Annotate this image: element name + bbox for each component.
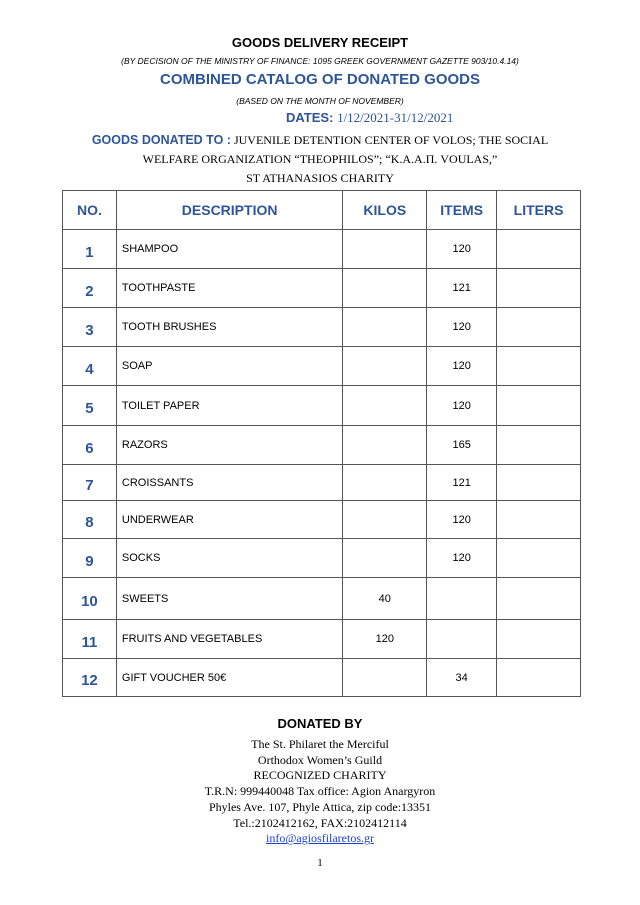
row-number: 7: [63, 465, 117, 501]
table-row: [63, 269, 581, 308]
table-row: [63, 230, 581, 269]
row-description: GIFT VOUCHER 50€: [116, 659, 342, 697]
row-items: 120: [427, 386, 497, 426]
donated-by-label: DONATED BY: [277, 716, 363, 731]
row-kilos: [343, 347, 427, 386]
donated-to-line1: JUVENILE DETENTION CENTER OF VOLOS; THE SOCIAL: [233, 133, 549, 147]
table-row: [63, 578, 581, 620]
receipt-title: GOODS DELIVERY RECEIPT: [231, 35, 409, 50]
donated-to-label: GOODS DONATED TO :: [91, 133, 231, 147]
table-row: [63, 501, 581, 539]
row-items: 165: [427, 426, 497, 465]
row-kilos: [343, 308, 427, 347]
row-number: 2: [63, 269, 117, 308]
table-row: [63, 347, 581, 386]
dates-value: 1/12/2021-31/12/2021: [337, 110, 454, 125]
row-liters: [497, 426, 581, 465]
row-number: 1: [63, 230, 117, 269]
row-description: FRUITS AND VEGETABLES: [116, 620, 342, 659]
column-header-description: DESCRIPTION: [116, 191, 342, 230]
row-items: 120: [427, 539, 497, 578]
column-header-liters: LITERS: [497, 191, 581, 230]
table-header-row: [63, 191, 581, 230]
row-liters: [497, 659, 581, 697]
row-number: 3: [63, 308, 117, 347]
row-liters: [497, 501, 581, 539]
row-description: RAZORS: [116, 426, 342, 465]
row-number: 8: [63, 501, 117, 539]
row-liters: [497, 347, 581, 386]
page-number: 1: [317, 857, 323, 869]
table-row: [63, 426, 581, 465]
dates-label: DATES:: [286, 110, 334, 125]
row-items: [427, 620, 497, 659]
row-liters: [497, 578, 581, 620]
column-header-no: NO.: [63, 191, 117, 230]
row-liters: [497, 465, 581, 501]
row-kilos: [343, 501, 427, 539]
column-header-items: ITEMS: [427, 191, 497, 230]
donor-phone-line: Tel.:2102412162, FAX:2102412114: [233, 815, 407, 830]
goods-table: [62, 190, 581, 697]
row-liters: [497, 539, 581, 578]
row-kilos: 40: [343, 578, 427, 620]
row-description: SOAP: [116, 347, 342, 386]
dates-line: [286, 110, 453, 126]
row-items: [427, 578, 497, 620]
row-description: SWEETS: [116, 578, 342, 620]
decision-note: (BY DECISION OF THE MINISTRY OF FINANCE: 1095 GREEK GOVERNMENT GAZETTE 903/10.4.14): [121, 56, 519, 66]
table-row: [63, 620, 581, 659]
row-items: 120: [427, 308, 497, 347]
donor-line: Orthodox Women’s Guild: [257, 752, 383, 767]
table-row: [63, 539, 581, 578]
row-items: 120: [427, 347, 497, 386]
row-number: 10: [63, 578, 117, 620]
row-items: 121: [427, 269, 497, 308]
email-link[interactable]: info@agiosfilaretos.gr: [265, 831, 375, 846]
donated-to-block: [60, 131, 580, 188]
row-liters: [497, 308, 581, 347]
row-liters: [497, 269, 581, 308]
row-kilos: 120: [343, 620, 427, 659]
row-items: 120: [427, 230, 497, 269]
row-kilos: [343, 539, 427, 578]
table-row: [63, 465, 581, 501]
row-number: 5: [63, 386, 117, 426]
row-kilos: [343, 426, 427, 465]
row-number: 11: [63, 620, 117, 659]
row-description: TOILET PAPER: [116, 386, 342, 426]
donor-tax-line: T.R.N: 999440048 Tax office: Agion Anargyron: [204, 784, 436, 799]
donated-to-line3: ST ATHANASIOS CHARITY: [246, 171, 394, 185]
row-description: UNDERWEAR: [116, 501, 342, 539]
row-number: 12: [63, 659, 117, 697]
row-kilos: [343, 659, 427, 697]
row-kilos: [343, 465, 427, 501]
row-kilos: [343, 230, 427, 269]
row-description: TOOTHPASTE: [116, 269, 342, 308]
row-description: TOOTH BRUSHES: [116, 308, 342, 347]
donor-line: RECOGNIZED CHARITY: [253, 768, 387, 783]
row-liters: [497, 386, 581, 426]
row-liters: [497, 620, 581, 659]
row-number: 9: [63, 539, 117, 578]
row-items: 120: [427, 501, 497, 539]
donor-address-line: Phyles Ave. 107, Phyle Attica, zip code:13351: [208, 799, 432, 814]
catalog-title: COMBINED CATALOG OF DONATED GOODS: [160, 71, 480, 88]
row-kilos: [343, 269, 427, 308]
row-number: 6: [63, 426, 117, 465]
column-header-kilos: KILOS: [343, 191, 427, 230]
donor-block: [0, 737, 640, 847]
row-liters: [497, 230, 581, 269]
row-items: 34: [427, 659, 497, 697]
row-description: SOCKS: [116, 539, 342, 578]
basis-note: (BASED ON THE MONTH OF NOVEMBER): [236, 96, 404, 106]
row-kilos: [343, 386, 427, 426]
table-row: [63, 659, 581, 697]
table-row: [63, 308, 581, 347]
row-description: SHAMPOO: [116, 230, 342, 269]
row-description: CROISSANTS: [116, 465, 342, 501]
row-number: 4: [63, 347, 117, 386]
donor-line: The St. Philaret the Merciful: [251, 737, 389, 751]
table-row: [63, 386, 581, 426]
row-items: 121: [427, 465, 497, 501]
donated-to-line2: WELFARE ORGANIZATION “THEOPHILOS”; “K.A.A.Π. VOULAS,”: [142, 152, 498, 166]
